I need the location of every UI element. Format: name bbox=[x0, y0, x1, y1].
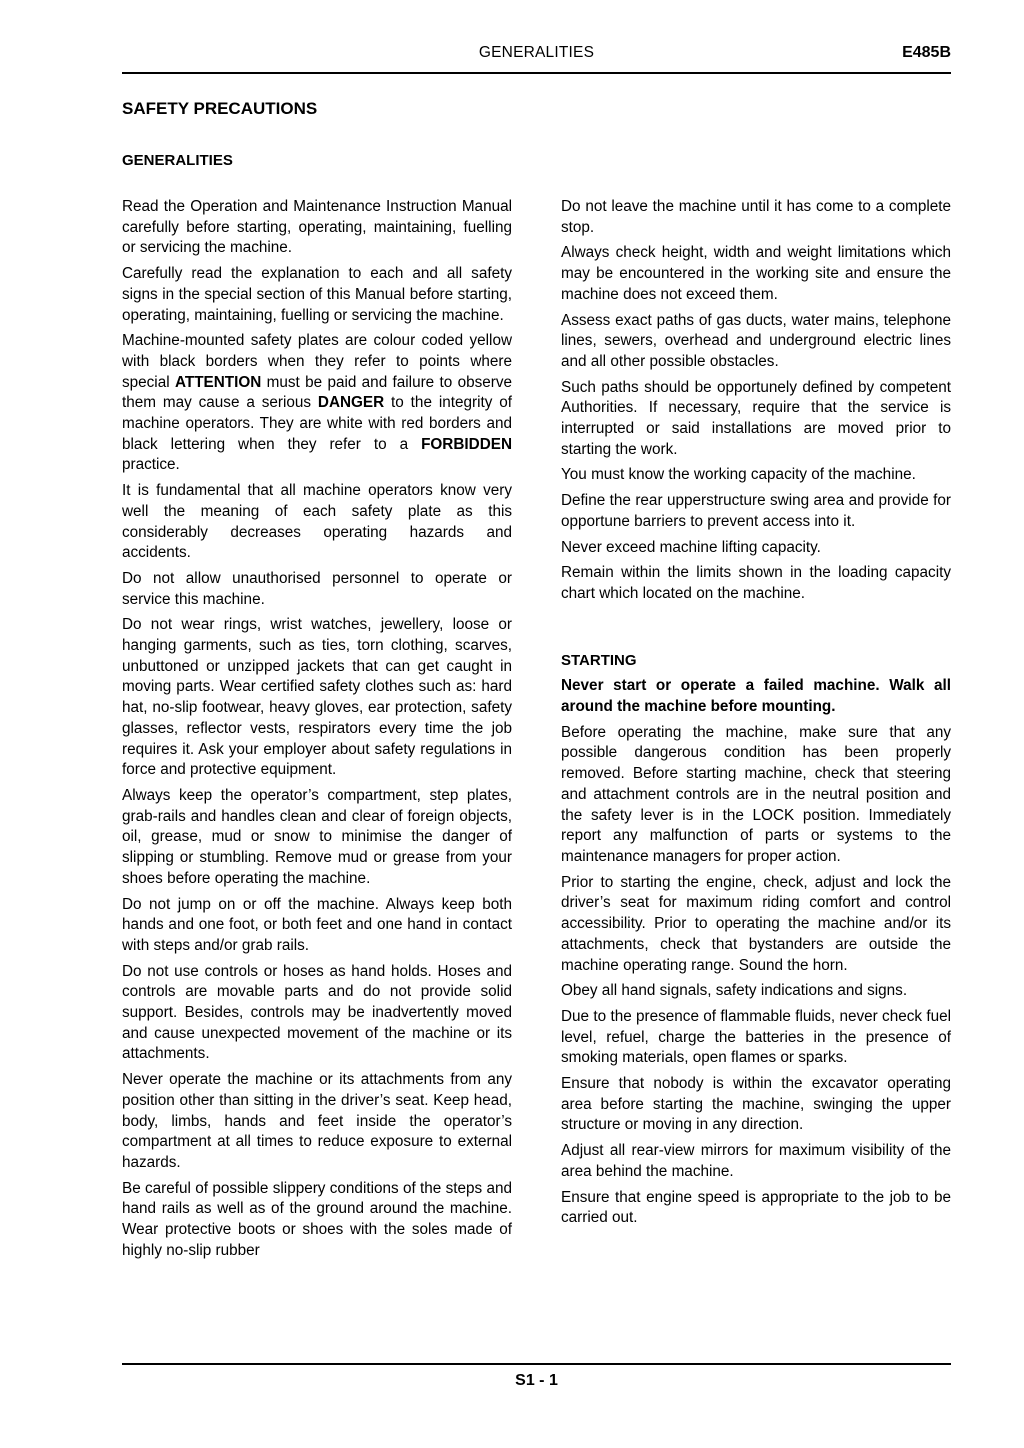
paragraph: Adjust all rear-view mirrors for maximum visibility of the area behind the machine. bbox=[561, 1142, 951, 1180]
emphasis-danger: DANGER bbox=[317, 394, 385, 412]
paragraph: Carefully read the explanation to each and all safety signs in the special section of this Manual before starting, operating, maintaining, fuelling or servicing the machine. bbox=[122, 265, 512, 324]
emphasis-forbidden: FORBIDDEN bbox=[421, 435, 512, 453]
paragraph: Before operating the machine, make sure that any possible dangerous condition has been properly removed. Before starting machine, check that steering and attachment controls are in the neutral position and the safety lever is in the LOCK position. Immediately report any malfunction of parts or systems to the maintenance managers for proper action. bbox=[561, 723, 951, 865]
paragraph: Do not use controls or hoses as hand holds. Hoses and controls are movable parts and do not provide solid support. Besides, controls may be inadvertently moved and cause unexpected movement of the machine or its attachments. bbox=[122, 962, 512, 1063]
paragraph: Assess exact paths of gas ducts, water mains, telephone lines, sewers, overhead and underground electric lines and all other possible obstacles. bbox=[561, 311, 951, 370]
header-model-code: E485B bbox=[902, 44, 951, 61]
starting-heading: STARTING bbox=[561, 651, 637, 669]
footer-divider bbox=[122, 1363, 951, 1365]
paragraph: Obey all hand signals, safety indications and signs. bbox=[561, 982, 908, 1000]
paragraph: Be careful of possible slippery conditions of the steps and hand rails as well as of the ground around the machine. Wear protective boots or shoes with the soles made of highly no-slip rubber bbox=[122, 1179, 512, 1259]
paragraph: Do not wear rings, wrist watches, jewellery, loose or hanging garments, such as ties, torn clothing, scarves, unbuttoned or unzipped jackets that can get caught in moving parts. Wear certified safety clothes such as: hard hat, no-slip footwear, heavy gloves, ear protection, safety glasses, reflector vests, respirators every time the job requires it. Ask your employer about safety regulations in force and protective equipment. bbox=[122, 616, 512, 779]
subsection-title: GENERALITIES bbox=[122, 152, 233, 169]
paragraph: You must know the working capacity of the machine. bbox=[561, 466, 916, 484]
paragraph: It is fundamental that all machine operators know very well the meaning of each safety plate as this considerably decreases operating hazards and accidents. bbox=[122, 482, 512, 562]
text: practice. bbox=[122, 456, 180, 474]
paragraph: Such paths should be opportunely defined by competent Authorities. If necessary, require that the service is interrupted or said installations are moved prior to starting the work. bbox=[561, 378, 951, 458]
page-number: S1 - 1 bbox=[515, 1372, 558, 1389]
paragraph: Read the Operation and Maintenance Instruction Manual carefully before starting, operating, maintaining, fuelling or servicing the machine. bbox=[122, 198, 512, 257]
emphasis-attention: ATTENTION bbox=[174, 373, 262, 391]
paragraph-safety-plates bbox=[122, 331, 512, 476]
paragraph: Define the rear upperstructure swing area and provide for opportune barriers to prevent access into it. bbox=[561, 492, 951, 530]
paragraph: Never operate the machine or its attachments from any position other than sitting in the driver’s seat. Keep head, body, limbs, hands and feet inside the operator’s compartment at all times to reduce exposure to external hazards. bbox=[122, 1071, 512, 1171]
paragraph: Always check height, width and weight limitations which may be encountered in the working site and ensure the machine does not exceed them. bbox=[561, 244, 951, 303]
text: to the integrity of machine operators. They are white with red borders and black lettering when they refer to a bbox=[122, 394, 513, 453]
paragraph: Ensure that nobody is within the excavator operating area before starting the machine, swinging the upper structure or moving in any direction. bbox=[561, 1075, 951, 1134]
paragraph: Prior to starting the engine, check, adjust and lock the driver’s seat for maximum riding comfort and control accessibility. Prior to operating the machine and/or its attachments, check that bystanders are outside the machine operating range. Sound the horn. bbox=[561, 873, 951, 974]
header-title: GENERALITIES bbox=[478, 44, 595, 61]
starting-warning: Never start or operate a failed machine. Walk all around the machine before mounting. bbox=[561, 677, 951, 716]
paragraph: Ensure that engine speed is appropriate to the job to be carried out. bbox=[561, 1188, 951, 1227]
paragraph: Due to the presence of flammable fluids, never check fuel level, refuel, charge the batteries in the presence of smoking materials, open flames or sparks. bbox=[561, 1007, 951, 1067]
paragraph: Remain within the limits shown in the loading capacity chart which located on the machine. bbox=[561, 564, 951, 602]
paragraph: Never exceed machine lifting capacity. bbox=[561, 538, 821, 556]
paragraph: Do not leave the machine until it has come to a complete stop. bbox=[561, 198, 951, 236]
left-column bbox=[122, 197, 512, 1266]
text: Machine-mounted safety plates are colour coded yellow with black borders when they refer to points where special bbox=[122, 332, 512, 391]
paragraph: Do not allow unauthorised personnel to operate or service this machine. bbox=[122, 569, 512, 608]
header-divider bbox=[122, 72, 951, 74]
paragraph: Always keep the operator’s compartment, step plates, grab-rails and handles clean and clear of foreign objects, oil, grease, mud or snow to minimise the danger of slipping or stumbling. Remove mud or grease from your shoes before operating the machine. bbox=[122, 786, 512, 887]
text: must be paid and failure to observe them may cause a serious bbox=[122, 373, 512, 412]
paragraph: Do not jump on or off the machine. Always keep both hands and one foot, or both feet and one hand in contact with steps and/or grab rails. bbox=[122, 895, 512, 954]
right-column bbox=[561, 197, 951, 1234]
section-title: SAFETY PRECAUTIONS bbox=[122, 99, 318, 118]
